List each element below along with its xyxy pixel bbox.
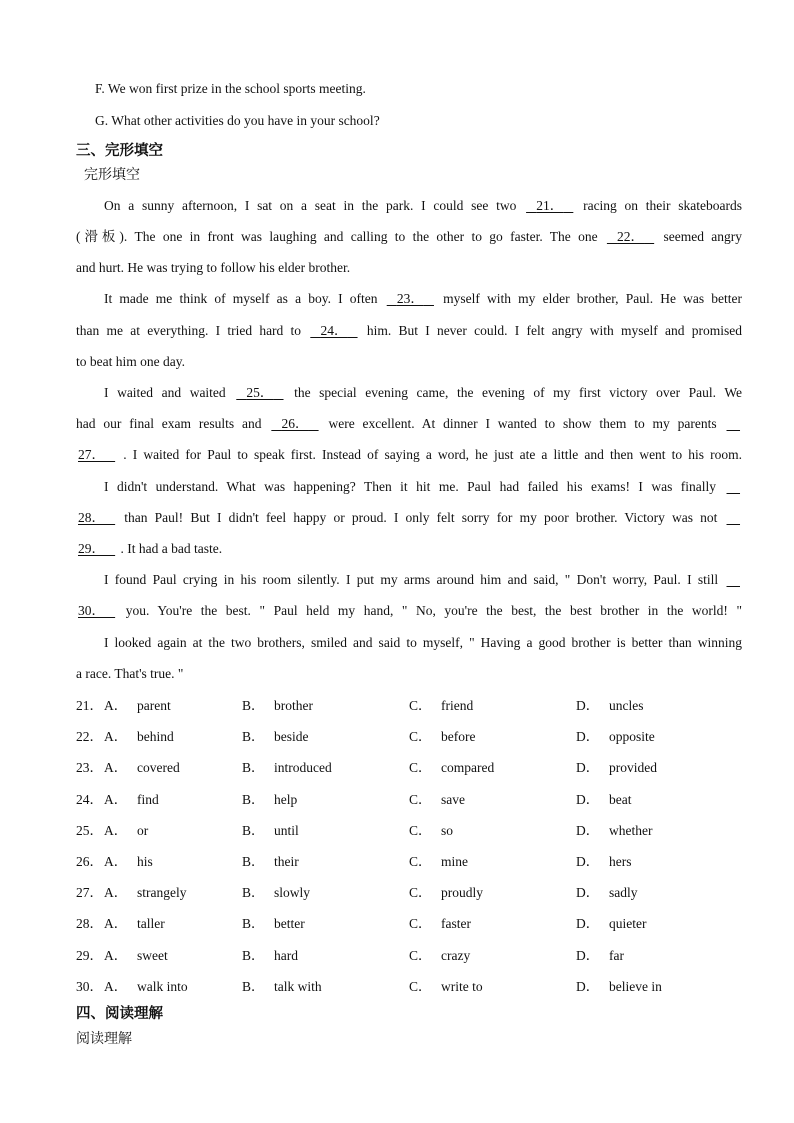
passage-line: and hurt. He was trying to follow his elder brother.	[76, 260, 351, 275]
option-letter-d: D．	[576, 729, 600, 745]
blank-30-start[interactable]	[725, 570, 743, 590]
option-d-text[interactable]: sadly	[609, 885, 638, 901]
option-c-text[interactable]: before	[441, 729, 476, 745]
option-letter-a: A．	[104, 822, 128, 838]
passage-line: a race. That's true. "	[76, 666, 184, 681]
option-letter-c: C．	[409, 791, 432, 807]
option-a-text[interactable]: or	[137, 822, 149, 838]
passage-line: 30． you. You're the best. " Paul held my hand, " No, you're the best, the best brother in the world! "	[76, 601, 742, 621]
option-c-text[interactable]: so	[441, 822, 454, 838]
question-row	[76, 821, 756, 841]
option-letter-a: A．	[104, 978, 128, 994]
option-letter-d: D．	[576, 947, 600, 963]
option-a-text[interactable]: strangely	[137, 885, 187, 901]
question-number: 28．	[76, 916, 103, 932]
option-letter-b: B．	[242, 822, 265, 838]
option-b-text[interactable]: better	[274, 916, 305, 932]
blank-21[interactable]: 21．	[536, 198, 564, 213]
blank-28-start[interactable]	[725, 477, 743, 497]
option-letter-d: D．	[576, 916, 600, 932]
option-d-text[interactable]: beat	[609, 791, 632, 807]
passage-line: to beat him one day.	[76, 354, 185, 369]
blank-25[interactable]: 25．	[246, 385, 274, 400]
question-row	[76, 852, 756, 872]
option-letter-b: B．	[242, 791, 265, 807]
question-row	[76, 946, 756, 966]
question-row	[76, 977, 756, 997]
option-b-text[interactable]: beside	[274, 729, 309, 745]
question-row	[76, 696, 756, 716]
option-b-text[interactable]: help	[274, 791, 298, 807]
question-number: 24．	[76, 791, 103, 807]
option-letter-a: A．	[104, 885, 128, 901]
blank-23[interactable]: 23．	[396, 291, 424, 306]
option-letter-d: D．	[576, 698, 600, 713]
passage-line: It made me think of myself as a boy. I often 23． myself with my elder brother, Paul. He was better	[104, 289, 742, 309]
question-row	[76, 883, 756, 903]
option-b-text[interactable]: slowly	[274, 885, 311, 901]
option-d-text[interactable]: hers	[609, 854, 632, 869]
section-4-heading: 四、阅读理解	[76, 1006, 163, 1022]
option-d-text[interactable]: quieter	[609, 916, 647, 932]
question-number: 23．	[76, 760, 103, 776]
option-letter-d: D．	[576, 885, 600, 901]
option-letter-d: D．	[576, 760, 600, 776]
blank-26[interactable]: 26．	[281, 416, 309, 431]
option-a-text[interactable]: parent	[137, 698, 171, 713]
option-a-text[interactable]: walk into	[137, 978, 188, 994]
blank-29[interactable]: 29．	[78, 541, 105, 556]
option-letter-a: A．	[104, 947, 128, 963]
option-d-text[interactable]: far	[609, 947, 624, 963]
option-letter-b: B．	[242, 885, 265, 901]
passage-line: than me at everything. I tried hard to 24． him. But I never could. I felt angry with myself and promised	[76, 321, 742, 341]
option-letter-c: C．	[409, 698, 432, 713]
passage-line: I found Paul crying in his room silently. I put my arms around him and said, " Don't worry, Paul. I still	[104, 570, 742, 590]
passage-line: 28． than Paul! But I didn't feel happy or proud. I only felt sorry for my poor brother. Victory was not	[76, 508, 742, 528]
option-letter-d: D．	[576, 791, 600, 807]
section-4-subheading: 阅读理解	[76, 1031, 132, 1047]
blank-27[interactable]: 27．	[78, 447, 105, 462]
option-letter-a: A．	[104, 854, 128, 869]
passage-line: (滑板). The one in front was laughing and calling to the other to go faster. The one 22． seemed angry	[76, 227, 742, 247]
option-letter-b: B．	[242, 760, 265, 776]
option-d-text[interactable]: whether	[609, 822, 653, 838]
question-row	[76, 914, 756, 934]
option-c-text[interactable]: faster	[441, 916, 471, 932]
question-number: 27．	[76, 885, 103, 901]
passage-line: I looked again at the two brothers, smiled and said to myself, " Having a good brother is better than winning	[104, 635, 742, 650]
option-letter-c: C．	[409, 760, 432, 776]
option-a-text[interactable]: behind	[137, 729, 174, 745]
question-number: 30．	[76, 978, 103, 994]
option-letter-d: D．	[576, 854, 600, 869]
option-g-text: G. What other activities do you have in your school?	[95, 113, 380, 128]
option-c-text[interactable]: crazy	[441, 947, 471, 963]
option-b-text[interactable]: talk with	[274, 978, 322, 994]
option-d-text[interactable]: provided	[609, 760, 657, 776]
passage-line: I waited and waited 25． the special evening came, the evening of my first victory over Paul. We	[104, 383, 742, 403]
blank-30[interactable]: 30．	[78, 603, 105, 618]
question-number: 29．	[76, 947, 103, 963]
option-c-text[interactable]: proudly	[441, 885, 483, 901]
option-b-text[interactable]: brother	[274, 698, 313, 713]
option-a-text[interactable]: sweet	[137, 947, 168, 963]
option-a-text[interactable]: covered	[137, 760, 180, 776]
option-letter-a: A．	[104, 760, 128, 776]
option-a-text[interactable]: find	[137, 791, 159, 807]
option-letter-b: B．	[242, 854, 265, 869]
passage-line: 27． . I waited for Paul to speak first. Instead of saying a word, he just ate a little and then went to his room.	[76, 445, 742, 465]
option-letter-a: A．	[104, 729, 128, 745]
question-number: 26．	[76, 854, 103, 869]
option-c-text[interactable]: write to	[441, 978, 483, 994]
blank-27-start[interactable]	[725, 414, 743, 434]
option-d-text[interactable]: believe in	[609, 978, 662, 994]
option-letter-a: A．	[104, 698, 128, 713]
option-letter-b: B．	[242, 698, 265, 713]
question-number: 21．	[76, 698, 103, 713]
question-number: 22．	[76, 729, 103, 745]
blank-29-start[interactable]	[725, 508, 743, 528]
option-letter-d: D．	[576, 822, 600, 838]
option-b-text[interactable]: introduced	[274, 760, 332, 776]
question-number: 25．	[76, 822, 103, 838]
option-letter-b: B．	[242, 916, 265, 932]
option-letter-a: A．	[104, 791, 128, 807]
passage-line: had our final exam results and 26． were excellent. At dinner I wanted to show them to my parents	[76, 414, 742, 434]
option-f-text: F. We won first prize in the school sports meeting.	[95, 81, 366, 96]
option-letter-c: C．	[409, 885, 432, 901]
option-c-text[interactable]: friend	[441, 698, 474, 713]
option-letter-d: D．	[576, 978, 600, 994]
blank-28[interactable]: 28．	[78, 510, 105, 525]
question-row	[76, 790, 756, 810]
option-letter-b: B．	[242, 947, 265, 963]
option-letter-c: C．	[409, 947, 432, 963]
option-b-text[interactable]: hard	[274, 947, 298, 963]
option-letter-c: C．	[409, 729, 432, 745]
option-c-text[interactable]: compared	[441, 760, 495, 776]
option-letter-c: C．	[409, 822, 432, 838]
passage-line: On a sunny afternoon, I sat on a seat in the park. I could see two 21． racing on their skateboards	[104, 196, 742, 216]
option-b-text[interactable]: their	[274, 854, 299, 869]
passage-line: 29． . It had a bad taste.	[76, 539, 742, 559]
option-d-text[interactable]: uncles	[609, 698, 644, 713]
option-letter-c: C．	[409, 978, 432, 994]
option-d-text[interactable]: opposite	[609, 729, 655, 745]
option-b-text[interactable]: until	[274, 822, 299, 838]
option-a-text[interactable]: his	[137, 854, 153, 869]
option-letter-a: A．	[104, 916, 128, 932]
question-row	[76, 727, 756, 747]
option-letter-c: C．	[409, 854, 432, 869]
option-letter-b: B．	[242, 729, 265, 745]
blank-24[interactable]: 24．	[320, 323, 348, 338]
option-c-text[interactable]: mine	[441, 854, 468, 869]
passage-line: I didn't understand. What was happening? Then it hit me. Paul had failed his exams! I was finally	[104, 477, 742, 497]
question-row	[76, 758, 756, 778]
blank-22[interactable]: 22．	[617, 229, 645, 244]
section-3-subheading: 完形填空	[84, 167, 140, 183]
option-letter-c: C．	[409, 916, 432, 932]
section-3-heading: 三、完形填空	[76, 143, 163, 159]
option-a-text[interactable]: taller	[137, 916, 165, 932]
option-letter-b: B．	[242, 978, 265, 994]
option-c-text[interactable]: save	[441, 791, 465, 807]
